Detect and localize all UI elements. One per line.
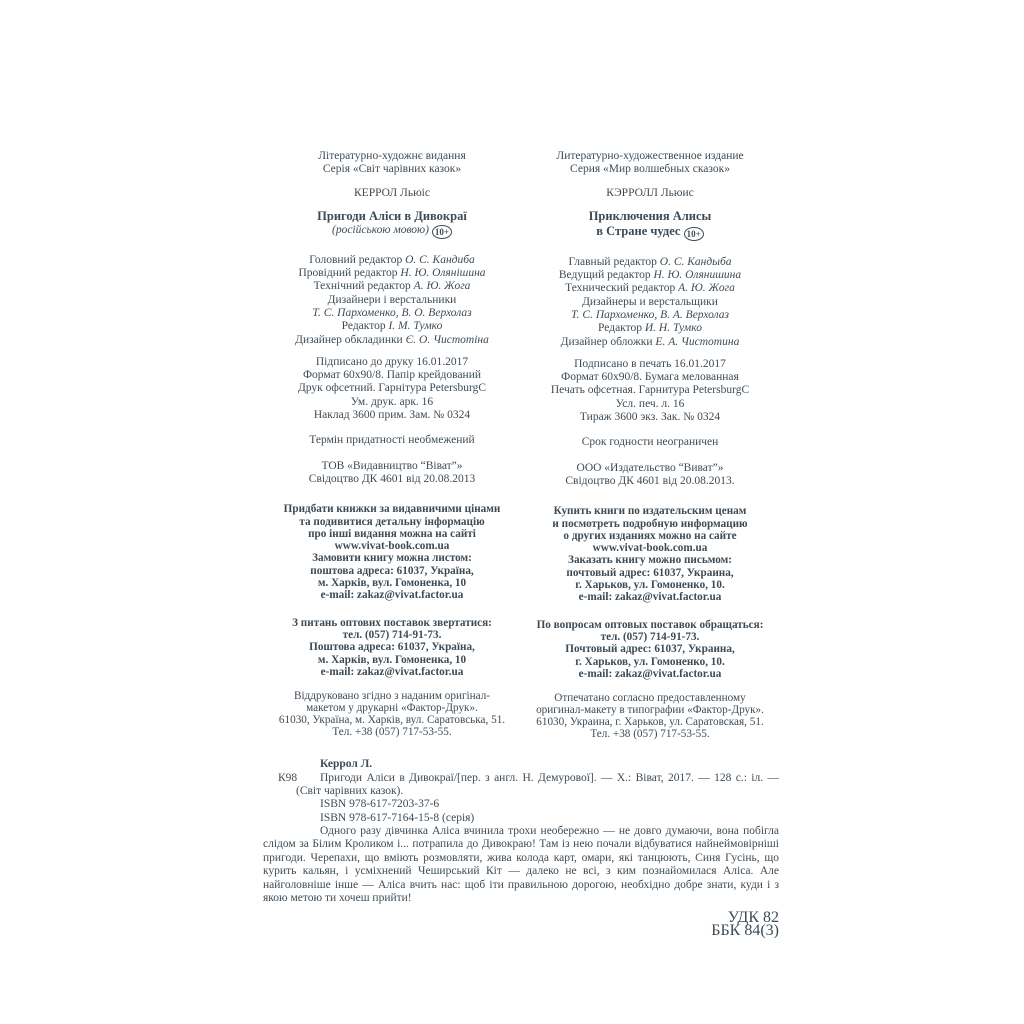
book-title-line2: в Стране чудес 10+ <box>521 224 779 241</box>
text-line: Замовити книгу можна листом: <box>312 552 472 565</box>
text-line: Підписано до друку 16.01.2017 <box>315 355 469 368</box>
catalog-author: Керрол Л. <box>320 758 373 771</box>
author-name: КЭРРОЛЛ Льюис <box>606 186 694 199</box>
text-line: З питань оптових поставок звертатися: <box>292 616 492 629</box>
edition-header <box>263 150 521 177</box>
imprint-columns <box>263 150 779 740</box>
text-line: 61030, Украина, г. Харьков, ул. Саратовская, 51. <box>536 715 764 728</box>
text-line: Почтовый адрес: 61037, Украина, <box>565 643 735 656</box>
staff-line: Технічний редактор А. Ю. Жога <box>313 280 471 293</box>
staff-line: Редактор І. М. Тумко <box>341 320 443 333</box>
text-line: тел. (057) 714-91-73. <box>600 630 700 643</box>
book-title-block <box>263 209 521 239</box>
text-line: Ум. друк. арк. 16 <box>350 395 434 408</box>
staff-line: Т. С. Пархоменко, В. О. Верхолаз <box>312 306 472 319</box>
text-line: www.vivat-book.com.ua <box>334 540 450 553</box>
purchase-info <box>521 505 779 603</box>
book-subtitle: (російською мовою) <box>331 223 429 236</box>
text-line: Усл. печ. л. 16 <box>615 397 685 410</box>
staff-line: Ведущий редактор Н. Ю. Олянишина <box>558 269 742 282</box>
text-line: e-mail: zakaz@vivat.factor.ua <box>578 667 722 680</box>
isbn-lines <box>320 798 779 825</box>
text-line: 61030, Україна, м. Харків, вул. Саратовська, 51. <box>278 713 506 726</box>
edition-type: Литературно-художественное издание <box>556 150 744 162</box>
edition-type: Літературно-художнє видання <box>318 150 466 162</box>
column-russian <box>521 150 779 740</box>
staff-credits <box>521 256 779 349</box>
text-line: e-mail: zakaz@vivat.factor.ua <box>578 591 722 604</box>
text-line: Поштова адреса: 61037, Україна, <box>309 641 475 654</box>
staff-line: Дизайнер обложки Е. А. Чистотина <box>560 335 740 348</box>
print-specs <box>263 356 521 422</box>
text-line: ТОВ «Видавництво “Віват”» <box>321 459 463 472</box>
text-line: о других изданиях можно на сайте <box>563 529 737 542</box>
print-specs <box>521 358 779 424</box>
wholesale-info <box>263 617 521 678</box>
text-line: Печать офсетная. Гарнитура PetersburgC <box>550 384 750 397</box>
wholesale-info <box>521 619 779 680</box>
udk-code: УДК 82 <box>727 908 779 926</box>
publisher-info <box>521 462 779 489</box>
text-line: Подписано в печать 16.01.2017 <box>574 357 726 370</box>
text-line: ООО «Издательство “Виват”» <box>576 461 724 474</box>
edition-header <box>521 150 779 177</box>
shelf-life-note: Срок годности неограничен <box>581 436 719 449</box>
text-line: Тел. +38 (057) 717-53-55. <box>590 727 710 740</box>
staff-credits <box>263 254 521 347</box>
staff-line: Редактор И. Н. Тумко <box>598 322 702 335</box>
text-line: Купить книги по издательским ценам <box>553 505 747 518</box>
staff-line: Провідний редактор Н. Ю. Олянішина <box>298 267 486 280</box>
text-line: г. Харьков, ул. Гомоненко, 10. <box>575 579 725 592</box>
age-rating-badge: 10+ <box>432 225 452 239</box>
classification-codes <box>263 908 779 940</box>
staff-line: Дизайнер обкладинки Є. О. Чистотіна <box>295 333 489 346</box>
text-line: Тираж 3600 экз. Зак. № 0324 <box>579 410 721 423</box>
text-line: ISBN 978-617-7164-15-8 (серія) <box>320 811 475 824</box>
publisher-info <box>263 460 521 487</box>
text-line: г. Харьков, ул. Гомоненко, 10. <box>575 655 725 668</box>
text-line: По вопросам оптовых поставок обращаться: <box>536 618 764 631</box>
purchase-info <box>263 503 521 601</box>
age-rating-badge: 10+ <box>684 227 704 241</box>
column-ukrainian <box>263 150 521 740</box>
staff-line: Т. С. Пархоменко, В. А. Верхолаз <box>570 308 729 321</box>
catalog-description: Пригоди Аліси в Дивокраї/[пер. з англ. Н. Демурової]. — Х.: Віват, 2017. — 128 с.: іл. — (Світ чарівних казок). <box>296 771 779 797</box>
text-line: e-mail: zakaz@vivat.factor.ua <box>320 589 464 602</box>
text-line: про інші видання можна на сайті <box>308 527 476 540</box>
catalog-card <box>263 758 779 905</box>
printing-house-info <box>263 691 521 738</box>
text-line: тел. (057) 714-91-73. <box>342 628 442 641</box>
text-line: Тел. +38 (057) 717-53-55. <box>332 725 452 738</box>
text-line: ISBN 978-617-7203-37-6 <box>320 798 440 811</box>
text-line: e-mail: zakaz@vivat.factor.ua <box>320 665 464 678</box>
text-line: оригинал-макету в типографии «Фактор-Друк». <box>536 703 764 716</box>
text-line: та подивитися детальну інформацію <box>299 515 485 528</box>
text-line: Віддруковано згідно з наданим оригінал- <box>293 690 491 703</box>
printing-house-info <box>521 693 779 740</box>
staff-line: Дизайнери і верстальники <box>327 293 457 306</box>
text-line: Заказать книгу можно письмом: <box>568 554 732 567</box>
bbk-code: ББК 84(3) <box>711 922 779 940</box>
text-line: Наклад 3600 прим. Зам. № 0324 <box>313 408 471 421</box>
author-name: КЕРРОЛ Льюіс <box>354 186 430 199</box>
text-line: Придбати книжки за видавничими цінами <box>283 503 501 516</box>
staff-line: Головний редактор О. С. Кандиба <box>309 253 475 266</box>
text-line: Свідоцтво ДК 4601 від 20.08.2013. <box>565 474 735 487</box>
shelf-life-note: Термін придатності необмежений <box>309 434 475 447</box>
staff-line: Технический редактор А. Ю. Жога <box>565 282 735 295</box>
book-title-line1: Приключения Алисы <box>588 209 712 224</box>
text-line: макетом у друкарні «Фактор-Друк». <box>306 701 478 714</box>
book-title: Пригоди Аліси в Дивокраї <box>317 209 467 224</box>
text-line: почтовый адрес: 61037, Украина, <box>566 566 734 579</box>
text-line: поштова адреса: 61037, Україна, <box>310 564 474 577</box>
imprint-content <box>263 150 779 940</box>
text-line: Свідоцтво ДК 4601 від 20.08.2013 <box>308 472 476 485</box>
series-name: Серия «Мир волшебных сказок» <box>570 163 730 176</box>
staff-line: Главный редактор О. С. Кандыба <box>568 255 732 268</box>
catalog-index: К98 <box>278 771 298 784</box>
text-line: Формат 60х90/8. Папір крейдований <box>302 369 482 382</box>
book-title-block <box>521 209 779 241</box>
text-line: Отпечатано согласно предоставленному <box>554 692 746 705</box>
text-line: и посмотреть подробную информацию <box>552 517 748 530</box>
text-line: м. Харків, вул. Гомоненка, 10 <box>317 577 467 590</box>
staff-line: Дизайнеры и верстальщики <box>582 295 718 308</box>
text-line: Друк офсетний. Гарнітура PetersburgC <box>297 382 486 395</box>
series-name: Серія «Світ чарівних казок» <box>322 163 462 176</box>
text-line: м. Харків, вул. Гомоненка, 10 <box>317 653 467 666</box>
text-line: Формат 60х90/8. Бумага мелованная <box>561 371 739 384</box>
text-line: www.vivat-book.com.ua <box>592 542 708 555</box>
book-subtitle-line <box>263 224 521 239</box>
book-annotation: Одного разу дівчинка Аліса вчинила трохи необережно — не довго думаючи, вона побігла слідом за Білим Кроликом і... потрапила до Дивокраю! Там із нею почали відбуватися найнеймовірніші пригоди. Черепахи, що вміють розмовляти, жива колода карт, омари, які танцюють, Синя Гусінь, що курить кальян, і усміхнений Чеширський Кіт — далеко не всі, з ким познайомилася Аліса. Але найголовніше інше — Аліса вчить нас: щоб іти правильною дорогою, необхідно добре знати, куди і з якою метою ти хочеш прийти! <box>263 824 779 905</box>
